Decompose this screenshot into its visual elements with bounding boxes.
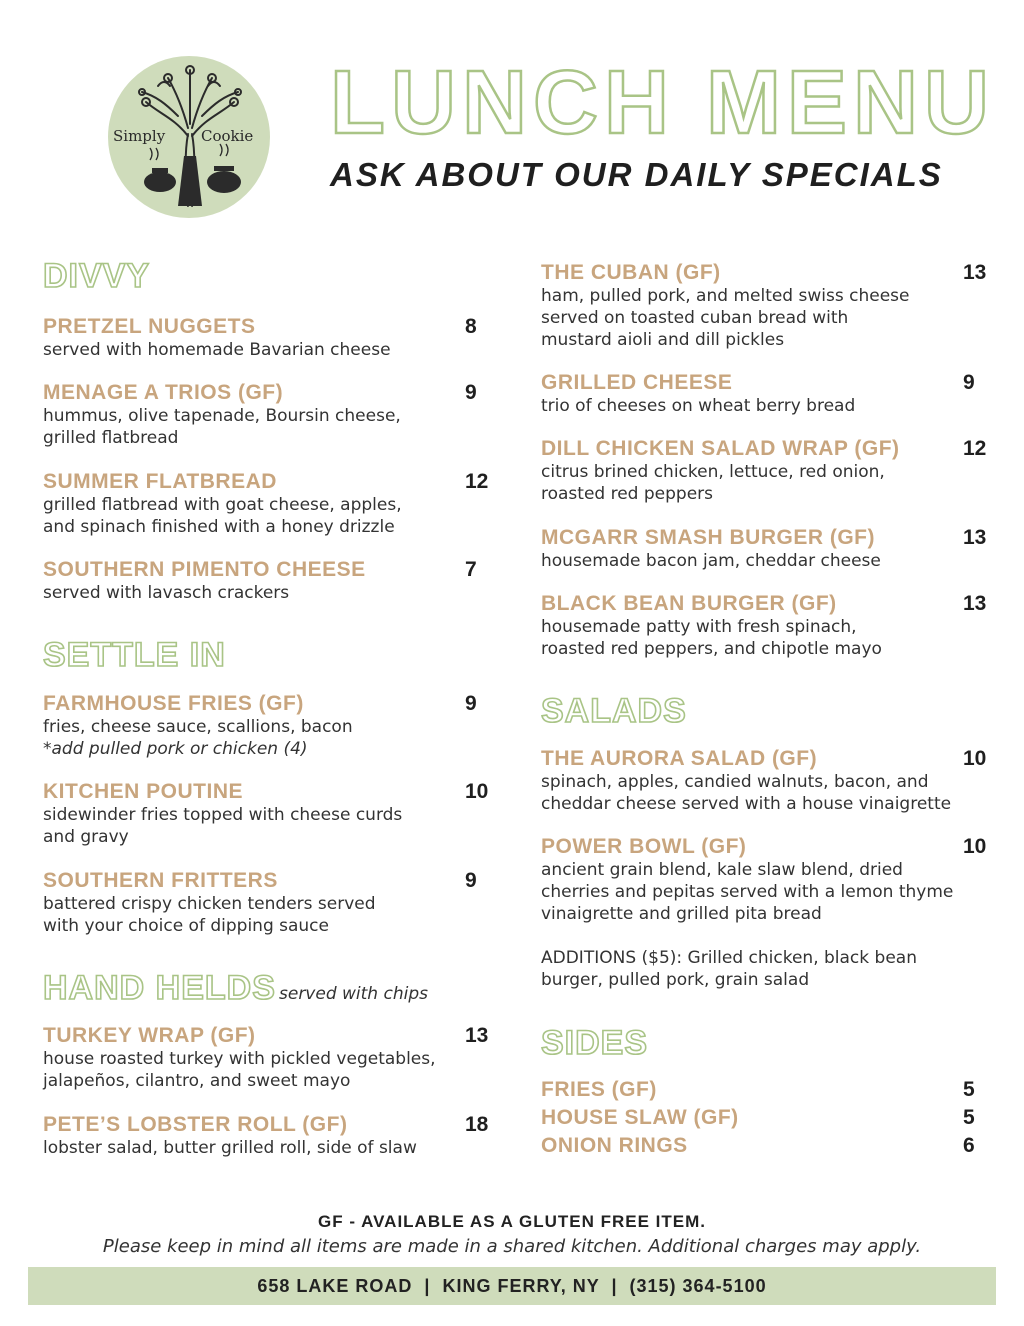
item-name: FRIES (GF)	[541, 1078, 657, 1101]
item-price: 13	[963, 261, 987, 284]
item-price: 9	[963, 371, 975, 394]
item-description: cherries and pepitas served with a lemon thyme	[541, 882, 954, 902]
section-title-divvy: DIVVY	[43, 257, 151, 295]
item-name: FARMHOUSE FRIES (GF)	[43, 692, 304, 715]
item-price: 13	[465, 1024, 489, 1047]
item-name: SOUTHERN PIMENTO CHEESE	[43, 558, 366, 581]
item-price: 10	[465, 780, 489, 803]
salad-additions: ADDITIONS ($5): Grilled chicken, black bean	[541, 948, 917, 968]
item-description: ham, pulled pork, and melted swiss cheese	[541, 286, 910, 306]
item-description: hummus, olive tapenade, Boursin cheese,	[43, 406, 401, 426]
item-price: 8	[465, 315, 477, 338]
item-description: spinach, apples, candied walnuts, bacon, and	[541, 772, 929, 792]
item-price: 5	[963, 1106, 975, 1129]
item-name: THE CUBAN (GF)	[541, 261, 721, 284]
item-price: 10	[963, 835, 987, 858]
item-description: vinaigrette and grilled pita bread	[541, 904, 822, 924]
footer-address-bar	[28, 1267, 996, 1305]
item-description: served on toasted cuban bread with	[541, 308, 849, 328]
item-description: and gravy	[43, 827, 129, 847]
item-price: 13	[963, 592, 987, 615]
item-name: SUMMER FLATBREAD	[43, 470, 277, 493]
item-price: 6	[963, 1134, 975, 1157]
salad-additions: burger, pulled pork, grain salad	[541, 970, 810, 990]
item-name: ONION RINGS	[541, 1134, 688, 1157]
logo	[108, 56, 270, 218]
item-description: housemade bacon jam, cheddar cheese	[541, 551, 881, 571]
item-name: HOUSE SLAW (GF)	[541, 1106, 739, 1129]
item-description: trio of cheeses on wheat berry bread	[541, 396, 856, 416]
item-name: DILL CHICKEN SALAD WRAP (GF)	[541, 437, 900, 460]
item-description: house roasted turkey with pickled vegetables,	[43, 1049, 436, 1069]
shared-kitchen-disclaimer: Please keep in mind all items are made in a shared kitchen. Additional charges may apply.	[102, 1236, 922, 1257]
section-title-salads: SALADS	[541, 692, 687, 730]
item-description: served with homemade Bavarian cheese	[43, 340, 391, 360]
item-price: 13	[963, 526, 987, 549]
section-title-sides: SIDES	[541, 1024, 649, 1062]
section-title-settle-in: SETTLE IN	[43, 636, 226, 674]
item-description: roasted red peppers	[541, 484, 714, 504]
item-description: sidewinder fries topped with cheese curds	[43, 805, 403, 825]
item-price: 9	[465, 869, 477, 892]
item-description: fries, cheese sauce, scallions, bacon	[43, 717, 353, 737]
section-title-hand-helds: HAND HELDS	[43, 969, 276, 1007]
item-name: BLACK BEAN BURGER (GF)	[541, 592, 837, 615]
item-description: served with lavasch crackers	[43, 583, 290, 603]
item-name: MENAGE A TRIOS (GF)	[43, 381, 284, 404]
item-description: mustard aioli and dill pickles	[541, 330, 785, 350]
item-description: housemade patty with fresh spinach,	[541, 617, 857, 637]
item-name: TURKEY WRAP (GF)	[43, 1024, 256, 1047]
item-name: KITCHEN POUTINE	[43, 780, 244, 803]
item-description: roasted red peppers, and chipotle mayo	[541, 639, 882, 659]
item-description: and spinach finished with a honey drizzle	[43, 517, 395, 537]
item-name: GRILLED CHEESE	[541, 371, 733, 394]
footer-address: 658 LAKE ROAD | KING FERRY, NY | (315) 364-5100	[257, 1275, 767, 1296]
item-add-on-note: *add pulled pork or chicken (4)	[43, 739, 308, 759]
item-description: cheddar cheese served with a house vinaigrette	[541, 794, 952, 814]
item-name: THE AURORA SALAD (GF)	[541, 747, 818, 770]
item-description: grilled flatbread	[43, 428, 179, 448]
item-description: battered crispy chicken tenders served	[43, 894, 376, 914]
item-price: 5	[963, 1078, 975, 1101]
item-name: PRETZEL NUGGETS	[43, 315, 256, 338]
item-price: 10	[963, 747, 987, 770]
gluten-free-note: GF - AVAILABLE AS A GLUTEN FREE ITEM.	[317, 1212, 706, 1231]
item-price: 12	[963, 437, 987, 460]
page-subtitle: ASK ABOUT OUR DAILY SPECIALS	[330, 156, 943, 193]
item-description: citrus brined chicken, lettuce, red onion,	[541, 462, 885, 482]
item-name: POWER BOWL (GF)	[541, 835, 747, 858]
item-name: MCGARR SMASH BURGER (GF)	[541, 526, 875, 549]
item-price: 18	[465, 1113, 489, 1136]
logo-text-cookie: Cookie	[201, 127, 254, 145]
section-note: served with chips	[279, 984, 428, 1004]
item-price: 9	[465, 381, 477, 404]
item-price: 12	[465, 470, 489, 493]
item-price: 9	[465, 692, 477, 715]
item-description: ancient grain blend, kale slaw blend, dried	[541, 860, 903, 880]
item-name: PETE’S LOBSTER ROLL (GF)	[43, 1113, 348, 1136]
page-title: LUNCH MENU	[330, 53, 995, 153]
item-description: grilled flatbread with goat cheese, apples,	[43, 495, 402, 515]
logo-text-simply: Simply	[113, 127, 166, 145]
item-description: with your choice of dipping sauce	[43, 916, 329, 936]
item-description: lobster salad, butter grilled roll, side of slaw	[43, 1138, 417, 1158]
item-description: jalapeños, cilantro, and sweet mayo	[43, 1071, 351, 1091]
item-name: SOUTHERN FRITTERS	[43, 869, 278, 892]
item-price: 7	[465, 558, 477, 581]
